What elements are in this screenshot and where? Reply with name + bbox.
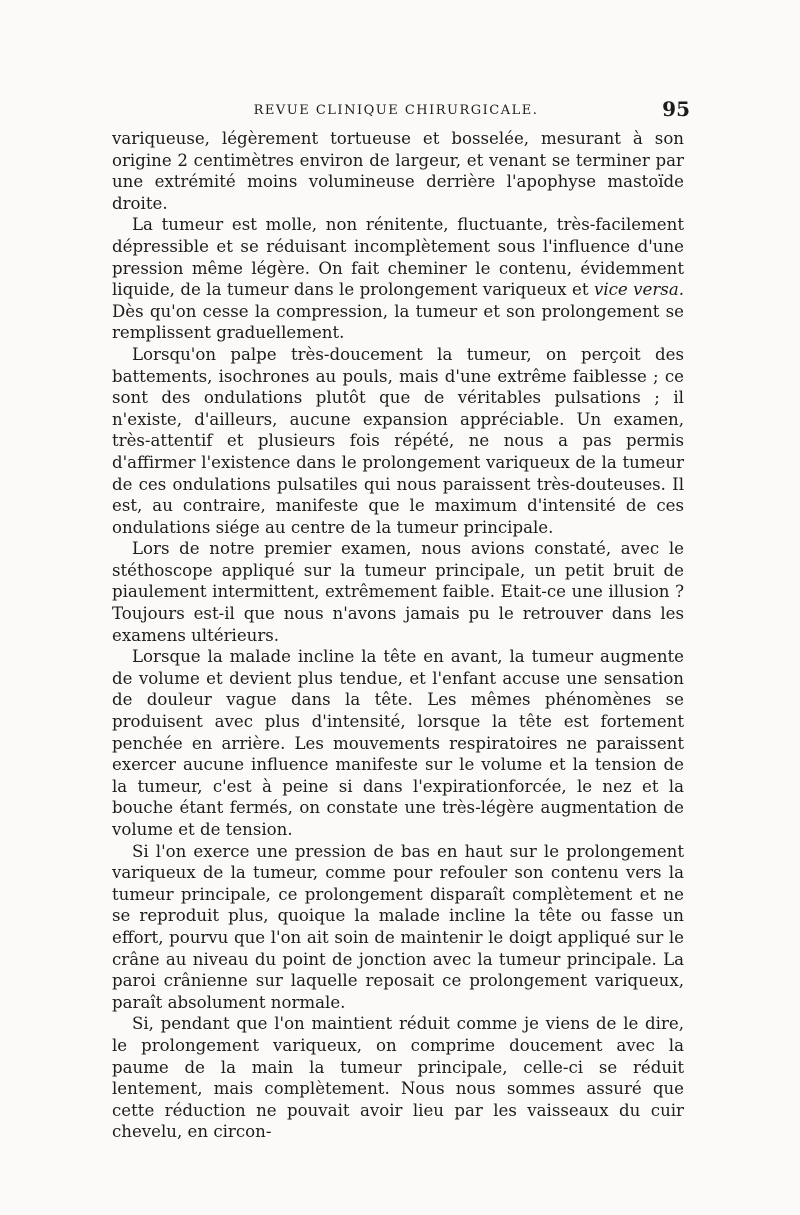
paragraph-text: La tumeur est molle, non rénitente, fluctuante, très-facilement dépressible et se réduisant incomplètement sous l'influence d'une pression même légère. On fait cheminer le contenu, évidemment liquide, de la tumeur dans le prolongement variqueux et xyxy=(112,215,684,300)
paragraph xyxy=(112,646,684,840)
paragraph xyxy=(112,128,684,214)
paragraph xyxy=(112,1013,684,1143)
paragraph-text: Lors de notre premier examen, nous avions constaté, avec le stéthoscope appliqué sur la tumeur principale, un petit bruit de piaulement intermittent, extrêmement faible. Etait-ce une illusion ? Toujours est-il que nous n'avons jamais pu le retrouver dans les examens ultérieurs. xyxy=(112,539,684,645)
paragraph-text: Dès qu'on cesse la compression, la tumeur et son prolongement se remplissent graduellement. xyxy=(112,301,684,343)
paragraph-text: Si l'on exerce une pression de bas en haut sur le prolongement variqueux de la tumeur, comme pour refouler son contenu vers la tumeur principale, ce prolongement disparaît complètement et ne se reproduit plus, quoique la malade incline la tête ou fasse un effort, pourvu que l'on ait soin de maintenir le doigt appliqué sur le crâne au niveau du point de jonction avec la tumeur principale. La paroi crânienne sur laquelle reposait ce prolongement variqueux, paraît absolument normale. xyxy=(112,841,684,1012)
italic-phrase: vice versa. xyxy=(593,280,684,300)
paragraph-text: variqueuse, légèrement tortueuse et bosselée, mesurant à son origine 2 centimètres environ de largeur, et venant se terminer par une extrémité moins volumineuse derrière l'apophyse mastoïde droite. xyxy=(112,129,684,213)
paragraph-text: Lorsque la malade incline la tête en avant, la tumeur augmente de volume et devient plus tendue, et l'enfant accuse une sensation de douleur vague dans la tête. Les mêmes phénomènes se produisent avec plus d'intensité, lorsque la tête est fortement penchée en arrière. Les mouvements respiratoires ne paraissent exercer aucune influence manifeste sur le volume et la tension de la tumeur, c'est à peine si dans l'expirationforcée, le nez et la bouche étant fermés, on constate une très-légère augmentation de volume et de tension. xyxy=(112,647,684,839)
running-head xyxy=(110,97,690,121)
body-text xyxy=(112,128,684,1143)
page-number: 95 xyxy=(662,97,690,121)
paragraph xyxy=(112,214,684,344)
paragraph xyxy=(112,538,684,646)
paragraph xyxy=(112,344,684,538)
paragraph-text: Lorsqu'on palpe très-doucement la tumeur, on perçoit des battements, isochrones au pouls, mais d'une extrême faiblesse ; ce sont des ondulations plutôt que de véritables pulsations ; il n'existe, d'ailleurs, aucune expansion appréciable. Un examen, très-attentif et plusieurs fois répété, ne nous a pas permis d'affirmer l'existence dans le prolongement variqueux de la tumeur de ces ondulations pulsatiles qui nous paraissent très-douteuses. Il est, au contraire, manifeste que le maximum d'intensité de ces ondulations siége au centre de la tumeur principale. xyxy=(112,344,684,537)
paragraph xyxy=(112,841,684,1014)
paragraph-text: Si, pendant que l'on maintient réduit comme je viens de le dire, le prolongement variqueux, on comprime doucement avec la paume de la main la tumeur principale, celle-ci se réduit lentement, mais complètement. Nous nous sommes assuré que cette réduction ne pouvait avoir lieu par les vaisseaux du cuir chevelu, en circon- xyxy=(112,1014,684,1142)
running-title: REVUE CLINIQUE CHIRURGICALE. xyxy=(253,103,539,118)
